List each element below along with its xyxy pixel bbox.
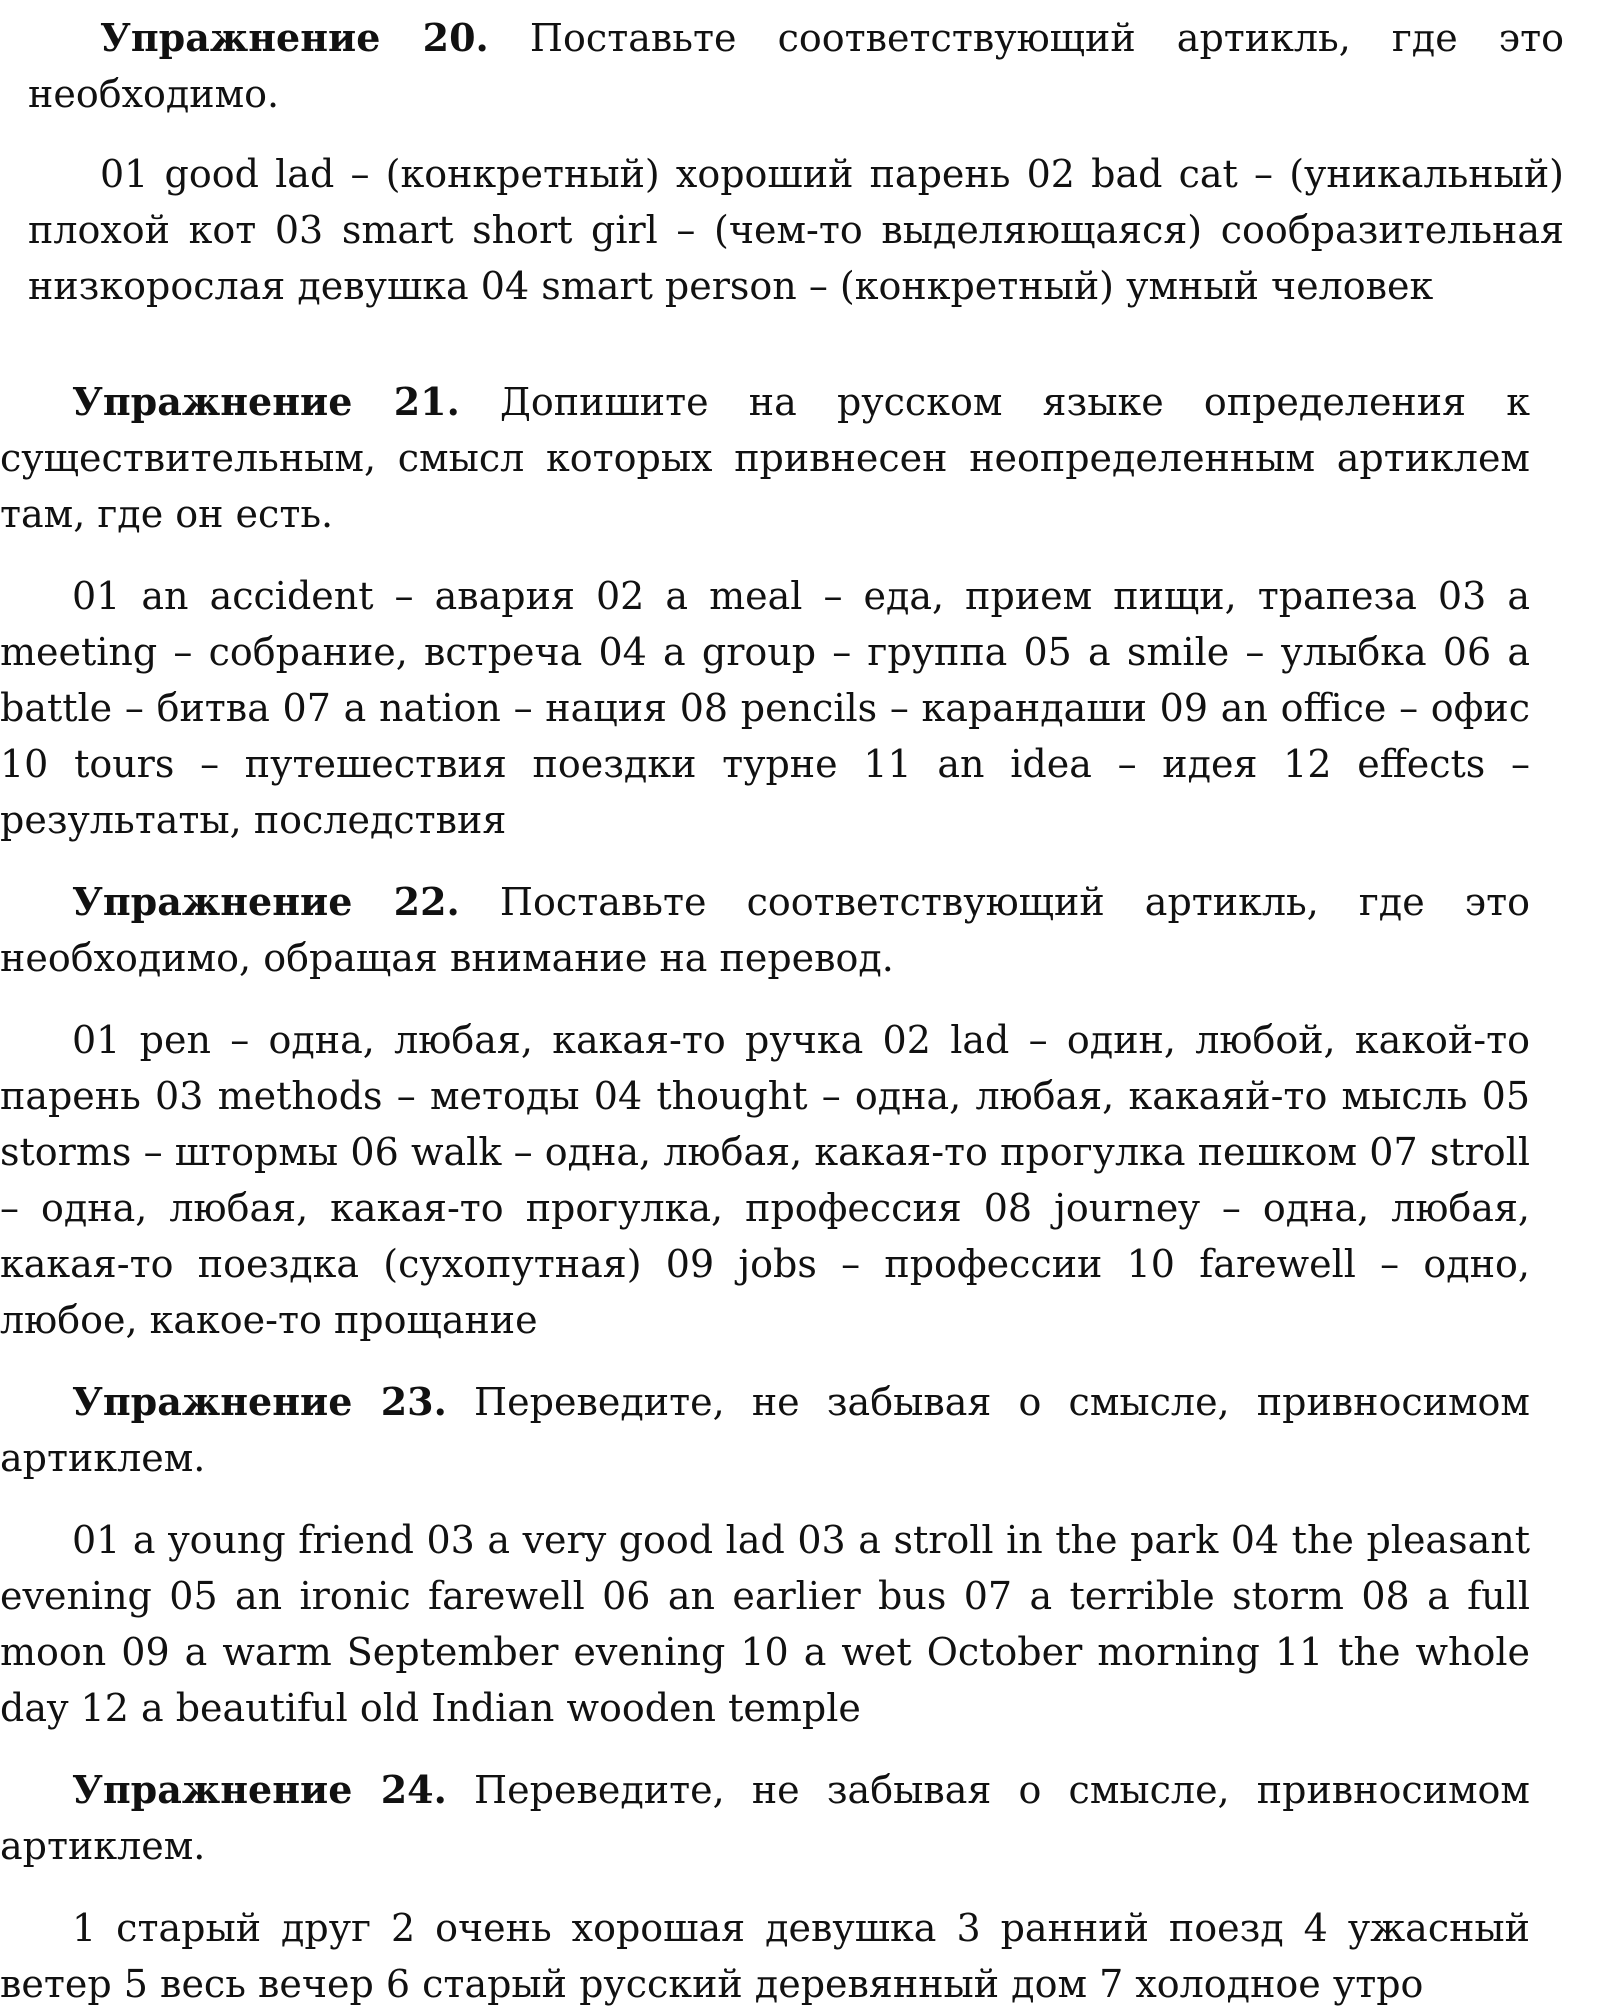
exercise-24-heading [0,1762,1530,1874]
exercise-21-heading [0,374,1530,542]
exercise-23-instruction: Переведите, не забывая о смысле, привносимом артиклем. [0,1380,1530,1480]
exercise-20-instruction: Поставьте соответствующий артикль, где это необходимо. [28,16,1564,116]
exercise-20-title: Упражнение 20. [100,15,489,60]
exercise-21-instruction-paragraph [0,374,1530,542]
exercise-24-answer: 1 старый друг 2 очень хорошая девушка 3 ранний поезд 4 ужасный ветер 5 весь вечер 6 старый русский деревянный дом 7 холодное утро [0,1906,1530,2006]
exercise-20-heading [28,10,1564,122]
exercise-22-answer: 01 pen – одна, любая, какая-то ручка 02 lad – один, любой, какой-то парень 03 methods – методы 04 thought – одна, любая, какаяй-то мысль 05 storms – штормы 06 walk – одна, любая, какая-то прогулка пешком 07 stroll – одна, любая, какая-то прогулка, профессия 08 journey – одна, любая, какая-то поездка (сухопутная) 09 jobs – профессии 10 farewell – одно, любое, какое-то прощание [0,1018,1530,1342]
exercise-22-title: Упражнение 22. [72,879,460,924]
exercise-24-instruction: Переведите, не забывая о смысле, привносимом артиклем. [0,1768,1530,1868]
exercise-20-instruction-paragraph [28,10,1564,122]
exercise-23-title: Упражнение 23. [72,1379,447,1424]
exercise-21-instruction: Допишите на русском языке определения к существительным, смысл которых привнесен неопределенным артиклем там, где он есть. [0,380,1530,536]
exercise-20-answer-block [28,146,1564,314]
exercise-24-title: Упражнение 24. [72,1767,447,1812]
exercise-21-answer-block [0,568,1530,848]
exercise-23-answer: 01 a young friend 03 a very good lad 03 a stroll in the park 04 the pleasant evening 05 an ironic farewell 06 an earlier bus 07 a terrible storm 08 a full moon 09 a warm September evening 10 a wet October morning 11 the whole day 12 a beautiful old Indian wooden temple [0,1518,1530,1730]
exercise-21-title: Упражнение 21. [72,379,460,424]
exercise-21-answer: 01 an accident – авария 02 a meal – еда, прием пищи, трапеза 03 a meeting – собрание, встреча 04 a group – группа 05 a smile – улыбка 06 a battle – битва 07 a nation – нация 08 pencils – карандаши 09 an office – офис 10 tours – путешествия поездки турне 11 an idea – идея 12 effects – результаты, последствия [0,574,1530,842]
exercise-22-instruction-paragraph [0,874,1530,986]
exercise-22-answer-block [0,1012,1530,1348]
exercise-23-answer-block [0,1512,1530,1736]
exercise-24-instruction-paragraph [0,1762,1530,1874]
exercise-23-instruction-paragraph [0,1374,1530,1486]
exercise-24-answer-block [0,1900,1530,2012]
exercise-20-answer: 01 good lad – (конкретный) хороший парень 02 bad cat – (уникальный) плохой кот 03 smart short girl – (чем-то выделяющаяся) сообразительная низкорослая девушка 04 smart person – (конкретный) умный человек [28,152,1564,308]
exercise-22-instruction: Поставьте соответствующий артикль, где это необходимо, обращая внимание на перевод. [0,880,1530,980]
exercise-23-heading [0,1374,1530,1486]
exercise-22-heading [0,874,1530,986]
